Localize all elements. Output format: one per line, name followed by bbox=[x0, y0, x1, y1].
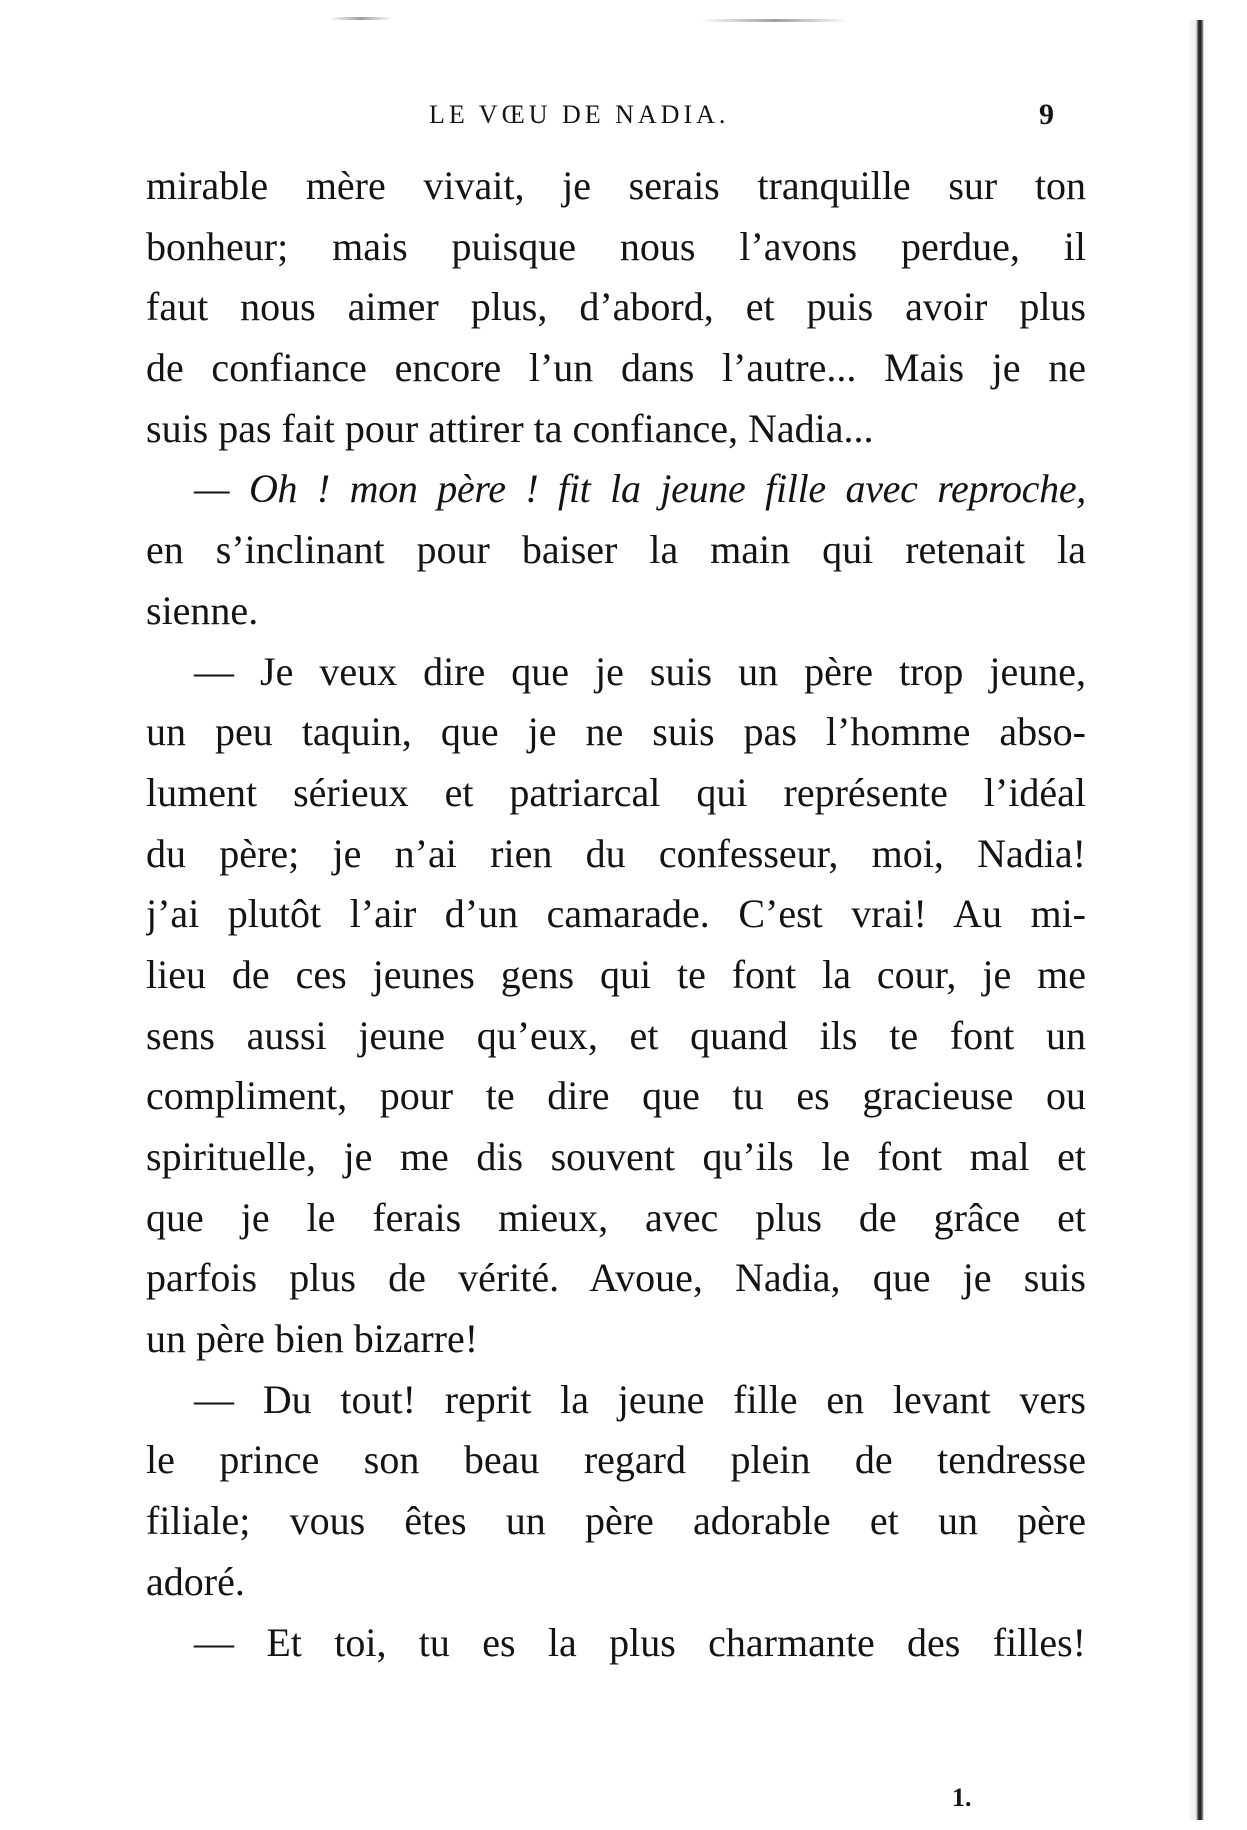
text-line: faut nous aimer plus, d’abord, et puis avoir plus bbox=[146, 284, 1086, 330]
body-text bbox=[146, 156, 1086, 1673]
text-line: lieu de ces jeunes gens qui te font la cour, je me bbox=[146, 951, 1086, 997]
running-head bbox=[146, 100, 1096, 140]
text-line: du père; je n’ai rien du confesseur, moi, Nadia! bbox=[146, 830, 1086, 876]
text-line: j’ai plutôt l’air d’un camarade. C’est vrai! Au mi- bbox=[146, 891, 1086, 937]
text-line: sienne. bbox=[146, 587, 259, 633]
text-line: bonheur; mais puisque nous l’avons perdue, il bbox=[146, 223, 1086, 269]
text-line: que je le ferais mieux, avec plus de grâce et bbox=[146, 1194, 1086, 1240]
signature-mark: 1. bbox=[952, 1783, 972, 1812]
page-number: 9 bbox=[1039, 98, 1054, 131]
text-line: le prince son beau regard plein de tendresse bbox=[146, 1437, 1086, 1483]
text-line: lument sérieux et patriarcal qui représente l’idéal bbox=[146, 769, 1086, 815]
binding-edge bbox=[1196, 20, 1204, 1820]
running-title: LE VŒU DE NADIA. bbox=[429, 100, 730, 129]
scan-smudge bbox=[330, 17, 392, 20]
text-line: adoré. bbox=[146, 1558, 245, 1604]
text-line: suis pas fait pour attirer ta confiance, Nadia... bbox=[146, 405, 874, 451]
binding-shadow bbox=[1188, 20, 1196, 1820]
text-line: sens aussi jeune qu’eux, et quand ils te font un bbox=[146, 1012, 1086, 1058]
text-line: en s’inclinant pour baiser la main qui retenait la bbox=[146, 527, 1086, 573]
text-line: — Oh ! mon père ! fit la jeune fille avec reproche, bbox=[194, 466, 1086, 512]
text-line: compliment, pour te dire que tu es gracieuse ou bbox=[146, 1073, 1086, 1119]
text-line: mirable mère vivait, je serais tranquille sur ton bbox=[146, 163, 1086, 208]
text-line: un père bien bizarre! bbox=[146, 1316, 479, 1362]
text-line: parfois plus de vérité. Avoue, Nadia, que je suis bbox=[146, 1255, 1086, 1301]
text-line: — Je veux dire que je suis un père trop jeune, bbox=[194, 648, 1086, 694]
scan-smudge bbox=[700, 19, 850, 22]
text-line: de confiance encore l’un dans l’autre... Mais je ne bbox=[146, 345, 1086, 391]
text-line: filiale; vous êtes un père adorable et un père bbox=[146, 1498, 1086, 1544]
text-line: — Du tout! reprit la jeune fille en levant vers bbox=[194, 1376, 1086, 1422]
text-line: spirituelle, je me dis souvent qu’ils le font mal et bbox=[146, 1134, 1086, 1179]
text-line: un peu taquin, que je ne suis pas l’homme abso- bbox=[146, 709, 1086, 755]
text-line: — Et toi, tu es la plus charmante des filles! bbox=[194, 1619, 1086, 1665]
